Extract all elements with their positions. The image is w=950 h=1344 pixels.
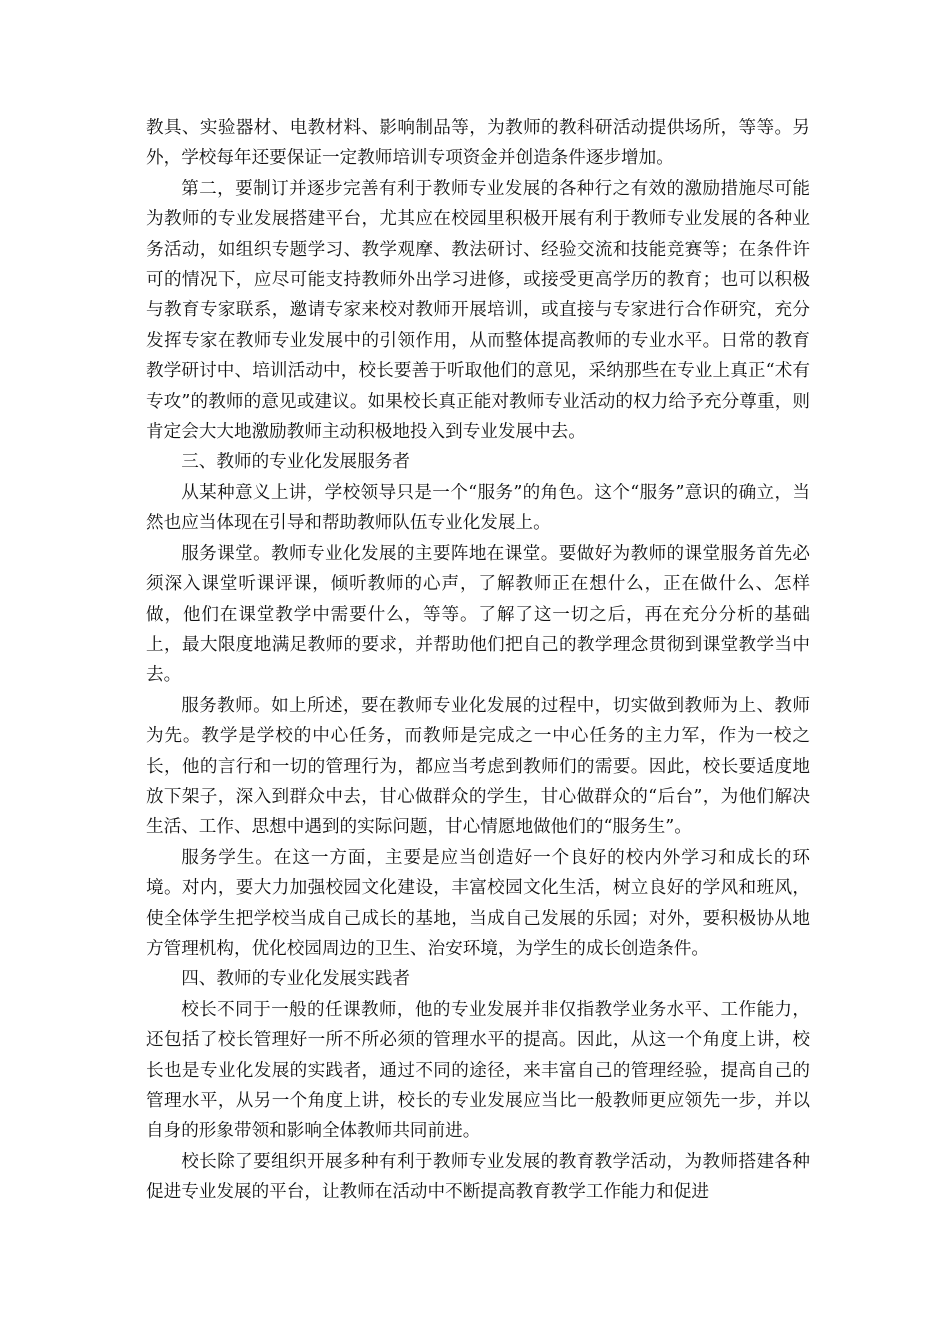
paragraph-6: 服务教师。如上所述，要在教师专业化发展的过程中，切实做到教师为上、教师为先。教学是学校的中心任务，而教师是完成之一中心任务的主力军，作为一校之长，他的言行和一切的管理行为，都应当考虑到教师们的需要。因此，校长要适度地放下架子，深入到群众中去，甘心做群众的学生，甘心做群众的“后台”，为他们解决生活、工作、思想中遇到的实际问题，甘心情愿地做他们的“服务生”。 (146, 695, 810, 838)
section-heading-8: 四、教师的专业化发展实践者 (181, 969, 410, 990)
document-body (146, 113, 810, 1208)
paragraph-4: 从某种意义上讲，学校领导只是一个“服务”的角色。这个“服务”意识的确立，当然也应当体现在引导和帮助教师队伍专业化发展上。 (146, 482, 810, 534)
paragraph-5: 服务课堂。教师专业化发展的主要阵地在课堂。要做好为教师的课堂服务首先必须深入课堂听课评课，倾听教师的心声，了解教师正在想什么，正在做什么、怎样做，他们在课堂教学中需要什么，等等。了解了这一切之后，再在充分分析的基础上，最大限度地满足教师的要求，并帮助他们把自己的教学理念贯彻到课堂教学当中去。 (146, 543, 810, 686)
paragraph-1: 教具、实验器材、电教材料、影响制品等，为教师的教科研活动提供场所，等等。另外，学校每年还要保证一定教师培训专项资金并创造条件逐步增加。 (146, 118, 810, 169)
paragraph-2: 第二，要制订并逐步完善有利于教师专业发展的各种行之有效的激励措施尽可能为教师的专业发展搭建平台，尤其应在校园里积极开展有利于教师专业发展的各种业务活动，如组织专题学习、教学观摩、教法研讨、经验交流和技能竞赛等；在条件许可的情况下，应尽可能支持教师外出学习进修，或接受更高学历的教育；也可以积极与教育专家联系，邀请专家来校对教师开展培训，或直接与专家进行合作研究，充分发挥专家在教师专业发展中的引领作用，从而整体提高教师的专业水平。日常的教育教学研讨中、培训活动中，校长要善于听取他们的意见，采纳那些在专业上真正“术有专攻”的教师的意见或建议。如果校长真正能对教师专业活动的权力给予充分尊重，则肯定会大大地激励教师主动积极地投入到专业发展中去。 (146, 178, 810, 443)
paragraph-9: 校长不同于一般的任课教师，他的专业发展并非仅指教学业务水平、工作能力，还包括了校长管理好一所不所必须的管理水平的提高。因此，从这一个角度上讲，校长也是专业化发展的实践者，通过不同的途径，来丰富自己的管理经验，提高自己的管理水平，从另一个角度上讲，校长的专业发展应当比一般教师更应领先一步，并以自身的形象带领和影响全体教师共同前进。 (146, 999, 810, 1142)
paragraph-7: 服务学生。在这一方面，主要是应当创造好一个良好的校内外学习和成长的环境。对内，要大力加强校园文化建设，丰富校园文化生活，树立良好的学风和班风，使全体学生把学校当成自己成长的基地，当成自己发展的乐园；对外，要积极协从地方管理机构，优化校园周边的卫生、治安环境，为学生的成长创造条件。 (146, 847, 810, 959)
section-heading-3: 三、教师的专业化发展服务者 (181, 452, 410, 473)
paragraph-10: 校长除了要组织开展多种有利于教师专业发展的教育教学活动，为教师搭建各种促进专业发展的平台，让教师在活动中不断提高教育教学工作能力和促进 (146, 1151, 810, 1203)
